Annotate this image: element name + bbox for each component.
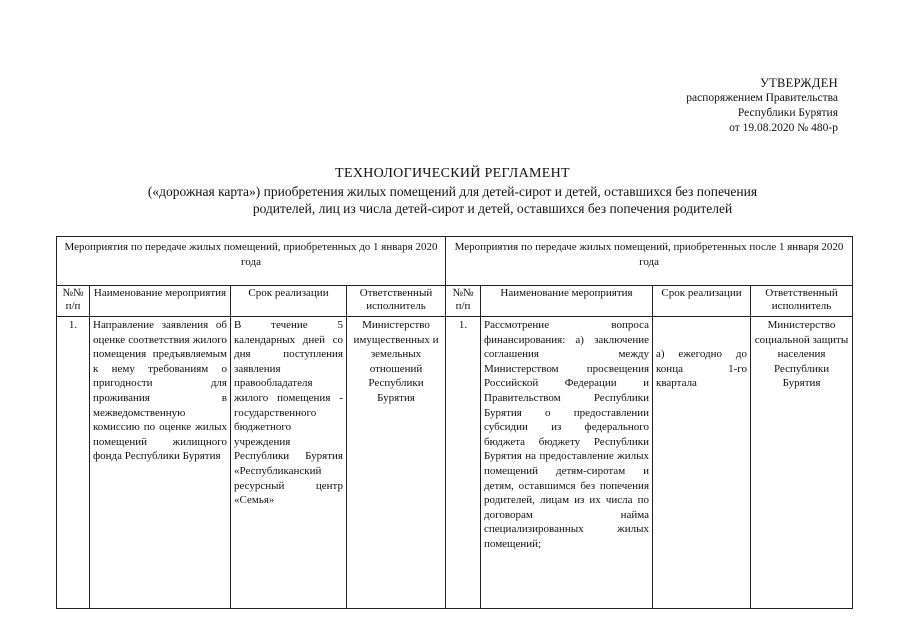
col-header-term: Срок реализации — [231, 286, 347, 317]
cell-name: Направление заявления об оценке соответствия жилого помещения предъявляемым к нему требованиям о пригодности для проживания в межведомственную комиссию по оценке жилых помещений жилищного фонда Республики Бурятия — [90, 317, 231, 609]
col-header-name-2: Наименование мероприятия — [481, 286, 653, 317]
cell-term-2: а) ежегодно до конца 1-го квартала — [653, 317, 751, 609]
col-header-num: №№ п/п — [57, 286, 90, 317]
cell-name-2: Рассмотрение вопроса финансирования: а) заключение соглашения между Министерством просвещения Российской Федерации и Правительством Республики Бурятия о предоставлении субсидии из федерального бюджета бюджету Республики Бурятия на предоставление жилых помещений детям-сиротам и детям, оставшимся без попечения родителей, лицам из их числа по договорам найма специализированных жилых помещений; — [481, 317, 653, 609]
col-header-term-2: Срок реализации — [653, 286, 751, 317]
approval-heading: УТВЕРЖДЕН — [759, 76, 838, 90]
document-subtitle-line-2: родителей, лиц из числа детей-сирот и детей, оставшихся без попечения родителей — [252, 201, 733, 216]
table-row — [57, 317, 853, 609]
cell-num-2: 1. — [446, 317, 481, 609]
col-header-num-2: №№ п/п — [446, 286, 481, 317]
group-header-after-2020: Мероприятия по передаче жилых помещений, приобретенных после 1 января 2020 года — [446, 237, 853, 286]
cell-exec-2: Министерство социальной защиты населения Республики Бурятия — [751, 317, 853, 609]
roadmap-table — [56, 236, 853, 609]
col-header-exec-2: Ответственный исполнитель — [751, 286, 853, 317]
cell-num: 1. — [57, 317, 90, 609]
col-header-name: Наименование мероприятия — [90, 286, 231, 317]
cell-exec: Министерство имущественных и земельных отношений Республики Бурятия — [347, 317, 446, 609]
approval-stamp — [686, 76, 838, 136]
cell-term: В течение 5 календарных дней со дня поступления заявления правообладателя жилого помещения - государственного бюджетного учреждения Республики Бурятия «Республиканский ресурсный центр «Семья» — [231, 317, 347, 609]
approval-line-3: от 19.08.2020 № 480-р — [729, 122, 838, 134]
approval-line-1: распоряжением Правительства — [686, 92, 838, 104]
group-header-before-2020: Мероприятия по передаче жилых помещений, приобретенных до 1 января 2020 года — [57, 237, 446, 286]
approval-line-2: Республики Бурятия — [737, 107, 838, 119]
document-title: ТЕХНОЛОГИЧЕСКИЙ РЕГЛАМЕНТ — [335, 166, 570, 181]
col-header-exec: Ответственный исполнитель — [347, 286, 446, 317]
document-subtitle-line-1: («дорожная карта») приобретения жилых помещений для детей-сирот и детей, оставшихся без попечения — [147, 184, 758, 199]
